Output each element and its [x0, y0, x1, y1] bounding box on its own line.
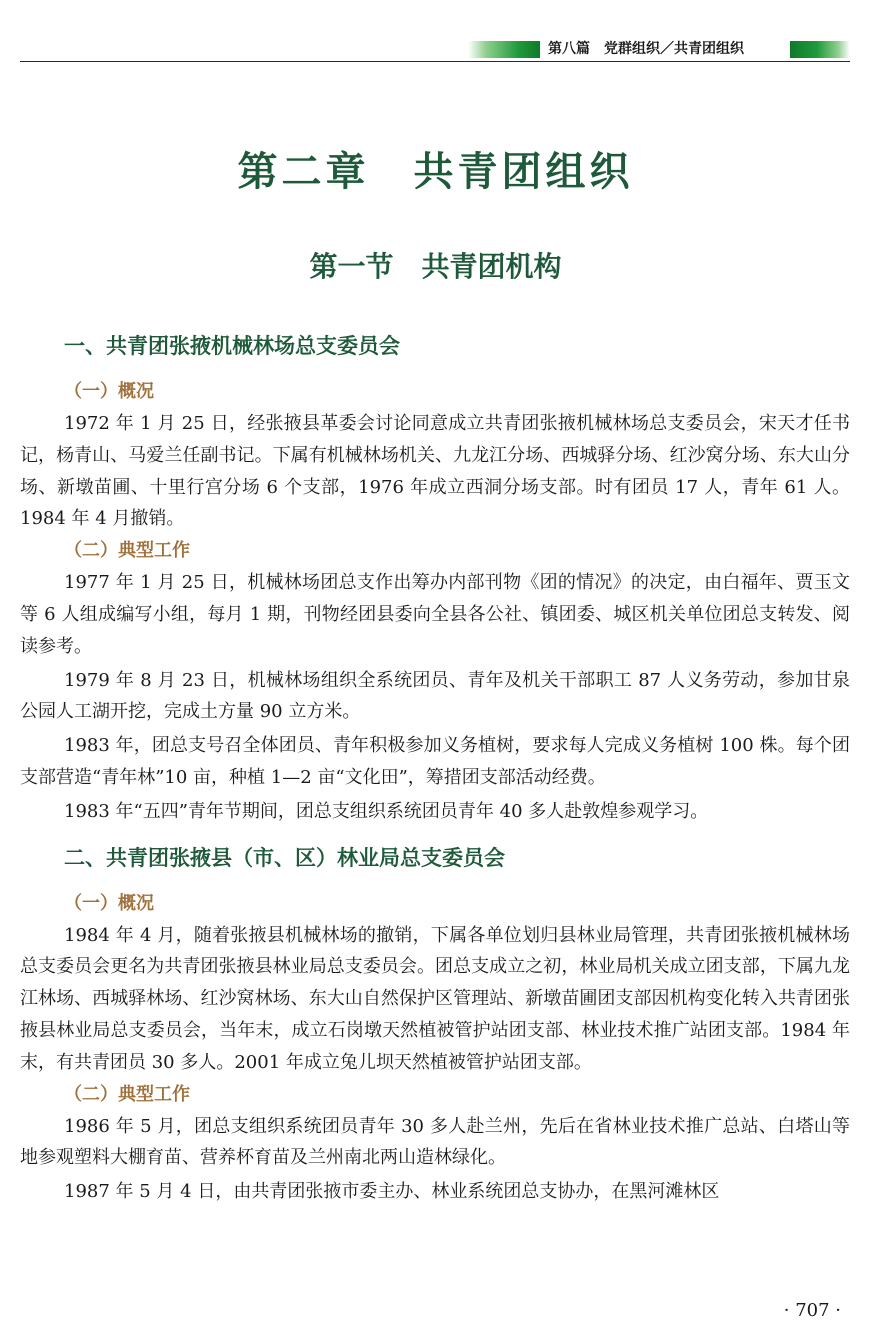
chapter-title: 第二章 共青团组织	[237, 149, 634, 195]
part1-sub2-paragraph: 1977 年 1 月 25 日，机械林场团总支作出筹办内部刊物《团的情况》的决定，由白福年、贾玉文等 6 人组成编写小组，每月 1 期，刊物经团县委向全县各公社、镇团委、城区机关单位团总支转发、阅读参考。	[20, 572, 850, 657]
part2-sub2-heading: （二）典型工作	[64, 1083, 190, 1105]
part2-sub2-paragraph: 1987 年 5 月 4 日，由共青团张掖市委主办、林业系统团总支协办，在黑河滩林区	[64, 1181, 720, 1203]
part1-heading: 一、共青团张掖机械林场总支委员会	[64, 334, 400, 358]
running-header	[20, 40, 850, 62]
part1-sub1-paragraph: 1972 年 1 月 25 日，经张掖县革委会讨论同意成立共青团张掖机械林场总支委员会，宋天才任书记，杨青山、马爱兰任副书记。下属有机械林场机关、九龙江分场、西城驿分场、红沙窝分场、东大山分场、新墩苗圃、十里行宫分场 6 个支部，1976 年成立西洞分场支部。时有团员 17 人，青年 61 人。1984 年 4 月撤销。	[20, 413, 850, 530]
running-header-title: 第八篇 党群组织／共青团组织	[548, 41, 744, 57]
part2-sub1-heading: （一）概况	[64, 892, 154, 914]
header-rule	[20, 61, 850, 62]
part1-sub2-heading: （二）典型工作	[64, 540, 190, 562]
part2-sub2-paragraph: 1986 年 5 月，团总支组织系统团员青年 30 多人赴兰州，先后在省林业技术推广总站、白塔山等地参观塑料大棚育苗、营养杯育苗及兰州南北两山造林绿化。	[20, 1115, 850, 1169]
part2-sub1-paragraph: 1984 年 4 月，随着张掖县机械林场的撤销，下属各单位划归县林业局管理，共青团张掖机械林场总支委员会更名为共青团张掖县林业局总支委员会。团总支成立之初，林业局机关成立团支部，下属九龙江林场、西城驿林场、红沙窝林场、东大山自然保护区管理站、新墩苗圃团支部因机构变化转入共青团张掖县林业局总支委员会，当年末，成立石岗墩天然植被管护站团支部、林业技术推广站团支部。1984 年末，有共青团员 30 多人。2001 年成立兔儿坝天然植被管护站团支部。	[20, 924, 850, 1073]
part1-sub2-paragraph: 1983 年，团总支号召全体团员、青年积极参加义务植树，要求每人完成义务植树 100 株。每个团支部营造“青年林”10 亩，种植 1—2 亩“文化田”，筹措团支部活动经费。	[20, 735, 850, 788]
section-title: 第一节 共青团机构	[309, 250, 562, 283]
page-number: · 707 ·	[783, 1300, 841, 1321]
header-decor-bar-left	[468, 41, 540, 58]
part2-heading: 二、共青团张掖县（市、区）林业局总支委员会	[64, 845, 505, 870]
part1-sub2-paragraph: 1979 年 8 月 23 日，机械林场组织全系统团员、青年及机关干部职工 87 人义务劳动，参加甘泉公园人工湖开挖，完成土方量 90 立方米。	[20, 669, 850, 723]
part1-sub2-paragraph: 1983 年“五四”青年节期间，团总支组织系统团员青年 40 多人赴敦煌参观学习。	[64, 800, 709, 822]
page-content	[20, 330, 850, 1208]
part1-sub1-heading: （一）概况	[64, 381, 154, 402]
header-decor-bar-right	[790, 41, 850, 58]
